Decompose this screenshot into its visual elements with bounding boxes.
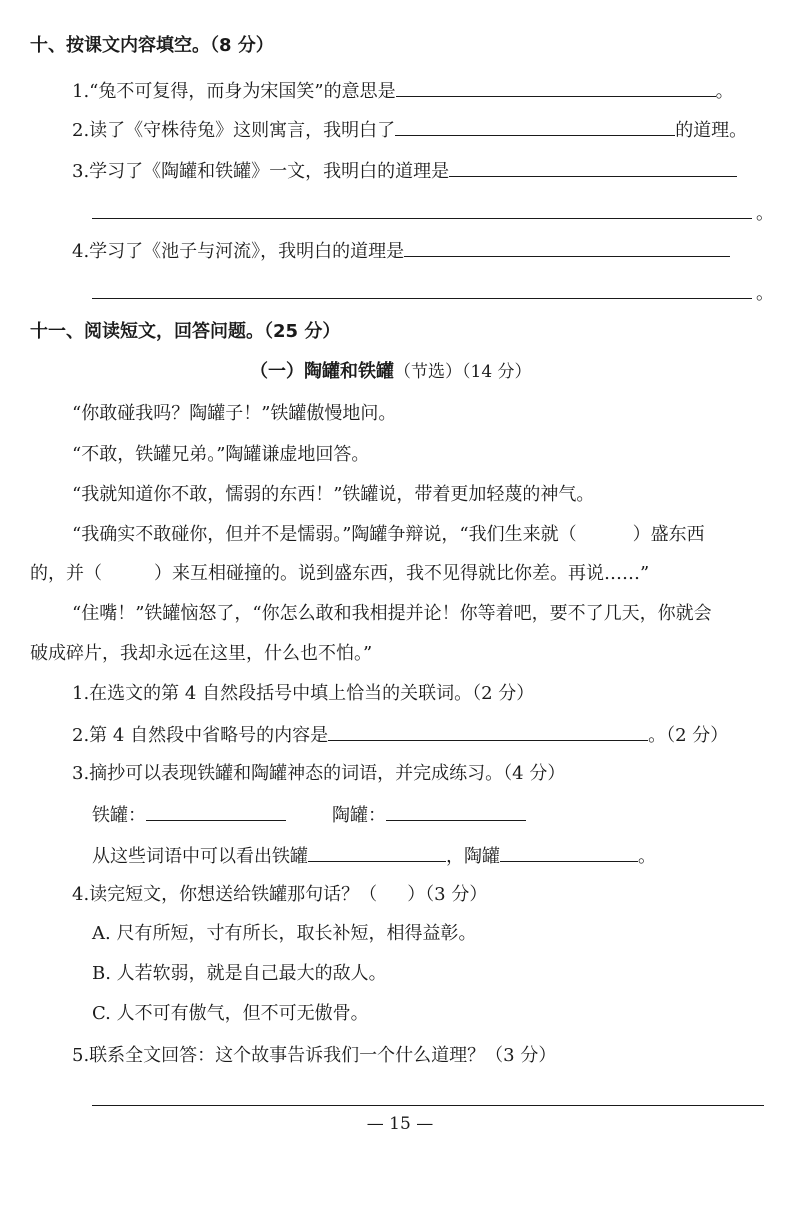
tie-answer-blank[interactable] (146, 802, 286, 821)
q4-answer-blank-2[interactable] (92, 298, 752, 299)
passage-title-note: （节选）（14 分） (394, 362, 532, 382)
paragraph-4-line-2 (30, 562, 649, 586)
paragraph-5-line-1: “住嘴！”铁罐恼怒了，“你怎么敢和我相提并论！你等着吧，要不了几天，你就会 (72, 603, 712, 624)
p4-text-b: ）盛东西 (632, 524, 705, 545)
section10-q1 (72, 78, 734, 104)
tao-trait-blank[interactable] (500, 843, 638, 862)
q1-end: 。 (715, 81, 734, 102)
q3-text: 3.学习了《陶罐和铁罐》一文，我明白的道理是 (72, 161, 450, 182)
q1-answer-blank[interactable] (396, 78, 716, 97)
section10-q3 (72, 158, 737, 184)
q2-answer-blank[interactable] (395, 117, 675, 136)
page-number: — 15 — (366, 1114, 434, 1134)
p4-text-c: 的，并（ (30, 563, 102, 584)
q2-suffix: 的道理。 (675, 120, 748, 141)
section10-q4 (72, 238, 730, 264)
tao-answer-blank[interactable] (386, 802, 526, 821)
reading-q5-answer-line[interactable] (92, 1105, 764, 1106)
tie-trait-blank[interactable] (308, 843, 446, 862)
option-b[interactable]: B. 人若软弱，就是自己最大的敌人。 (92, 963, 387, 984)
q3-line-text: 从这些词语中可以看出铁罐 (92, 846, 308, 867)
q3-answer-blank-2[interactable] (92, 218, 752, 219)
q4-answer-blank-1[interactable] (404, 238, 730, 257)
q3-answer-blank-1[interactable] (449, 158, 737, 177)
paragraph-1: “你敢碰我吗？陶罐子！”铁罐傲慢地问。 (72, 403, 397, 424)
reading-q4-text: 4.读完短文，你想送给铁罐那句话？（ (72, 884, 378, 905)
p4-text-a: “我确实不敢碰你，但并不是懦弱。”陶罐争辩说，“我们生来就（ (72, 524, 577, 545)
q3-line-mid: ，陶罐 (446, 846, 500, 867)
q1-text: 1.“兔不可复得，而身为宋国笑”的意思是 (72, 81, 396, 102)
reading-q3: 3.摘抄可以表现铁罐和陶罐神态的词语，并完成练习。（4 分） (72, 763, 566, 784)
section10-q2 (72, 117, 747, 143)
reading-q2-suffix: 。（2 分） (648, 725, 729, 746)
section10-heading: 十、按课文内容填空。（8 分） (30, 35, 274, 56)
passage-title (250, 360, 532, 384)
reading-q5: 5.联系全文回答：这个故事告诉我们一个什么道理？（3 分） (72, 1045, 557, 1066)
paragraph-3: “我就知道你不敢，懦弱的东西！”铁罐说，带着更加轻蔑的神气。 (72, 484, 595, 505)
reading-q3-tao (332, 802, 526, 828)
q2-text: 2.读了《守株待兔》这则寓言，我明白了 (72, 120, 396, 141)
reading-q4 (72, 883, 487, 907)
passage-title-main: （一）陶罐和铁罐 (250, 361, 394, 382)
paragraph-5-line-2: 破成碎片，我却永远在这里，什么也不怕。” (30, 643, 373, 664)
option-a[interactable]: A. 尺有所短，寸有所长，取长补短，相得益彰。 (92, 923, 477, 944)
paragraph-4-line-1 (72, 523, 705, 547)
q3-end: 。 (756, 203, 774, 224)
tie-label: 铁罐： (92, 805, 146, 826)
reading-q2 (72, 722, 728, 748)
reading-q2-answer-blank[interactable] (328, 722, 648, 741)
section11-heading: 十一、阅读短文，回答问题。（25 分） (30, 321, 341, 342)
reading-q2-text: 2.第 4 自然段中省略号的内容是 (72, 725, 329, 746)
p4-text-d: ）来互相碰撞的。说到盛东西，我不见得就比你差。再说……” (154, 563, 650, 584)
reading-q1: 1.在选文的第 4 自然段括号中填上恰当的关联词。（2 分） (72, 683, 535, 704)
option-c[interactable]: C. 人不可有傲气，但不可无傲骨。 (92, 1003, 369, 1024)
reading-q3-tie (92, 802, 286, 828)
reading-q4-suffix: ）（3 分） (407, 884, 488, 905)
q4-end: 。 (756, 283, 774, 304)
q4-text: 4.学习了《池子与河流》，我明白的道理是 (72, 241, 405, 262)
paragraph-2: “不敢，铁罐兄弟。”陶罐谦虚地回答。 (72, 444, 370, 465)
tao-label: 陶罐： (332, 805, 386, 826)
reading-q3-line (92, 843, 656, 869)
q3-line-end: 。 (638, 846, 656, 867)
